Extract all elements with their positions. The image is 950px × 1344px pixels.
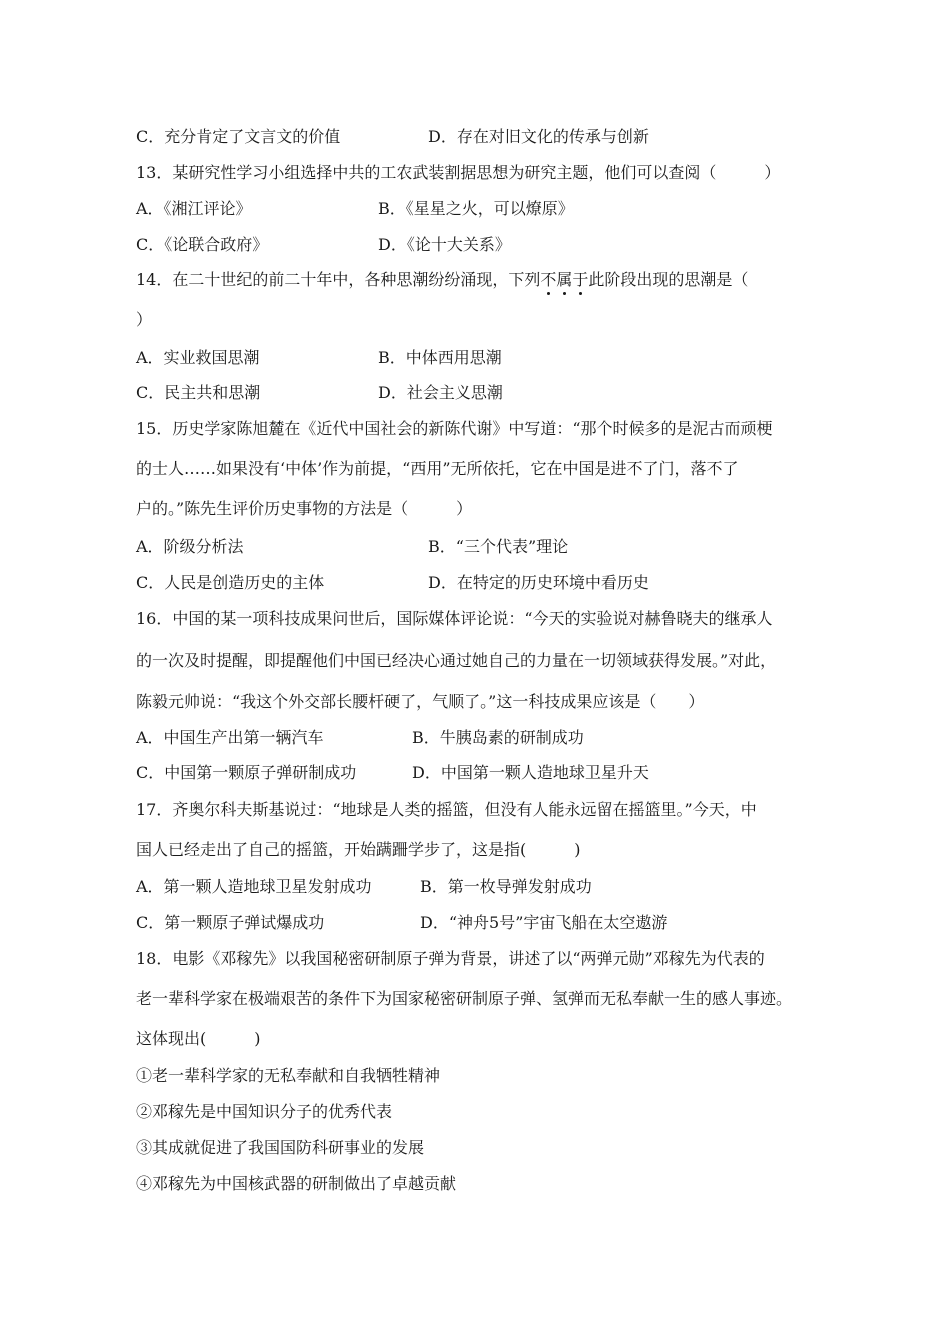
q12-option-d: D．存在对旧文化的传承与创新 — [428, 127, 649, 146]
q14-emphasis-char: 于 — [572, 270, 589, 289]
q16-option-c: C．中国第一颗原子弹研制成功 — [136, 763, 357, 782]
q17-line1: 17．齐奥尔科夫斯基说过：“地球是人类的摇篮，但没有人能永远留在摇篮里。”今天，中 — [136, 800, 757, 819]
q17-option-c: C．第一颗原子弹试爆成功 — [136, 913, 325, 932]
q17-option-b: B．第一枚导弹发射成功 — [420, 877, 592, 896]
q18-statement-3: ③其成就促进了我国国防科研事业的发展 — [136, 1138, 425, 1157]
q18-statement-2: ②邓稼先是中国知识分子的优秀代表 — [136, 1102, 393, 1121]
q16-line3: 陈毅元帅说：“我这个外交部长腰杆硬了，气顺了。”这一科技成果应该是（ ） — [136, 692, 705, 711]
q14-option-a: A．实业救国思潮 — [136, 348, 260, 367]
q14-emphasis-char: 不 — [540, 270, 557, 289]
q17-line2: 国人已经走出了自己的摇篮，开始蹒跚学步了，这是指( ) — [136, 840, 581, 859]
q13-option-c: C．《论联合政府》 — [136, 235, 269, 254]
q17-option-d: D．“神舟5号”宇宙飞船在太空遨游 — [420, 913, 668, 932]
q18-line3: 这体现出( ) — [136, 1029, 261, 1048]
q15-line3: 户的。”陈先生评价历史事物的方法是（ ） — [136, 499, 473, 518]
q15-line2: 的士人……如果没有‘中体’作为前提，“西用”无所依托，它在中国是进不了门，落不了 — [136, 459, 739, 478]
q13-option-d: D．《论十大关系》 — [378, 235, 511, 254]
q18-line1: 18．电影《邓稼先》以我国秘密研制原子弹为背景，讲述了以“两弹元勋”邓稼先为代表的 — [136, 949, 765, 968]
q15-option-d: D．在特定的历史环境中看历史 — [428, 573, 649, 592]
q15-line1: 15．历史学家陈旭麓在《近代中国社会的新陈代谢》中写道：“那个时候多的是泥古而顽梗 — [136, 419, 773, 438]
q16-option-a: A．中国生产出第一辆汽车 — [136, 728, 324, 747]
q14-stem-after: 此阶段出现的思潮是（ — [588, 270, 749, 289]
q13-option-a: A．《湘江评论》 — [136, 199, 252, 218]
q14-stem-line2: ） — [136, 310, 153, 329]
q13-stem: 13．某研究性学习小组选择中共的工农武装割据思想为研究主题，他们可以查阅（ ） — [136, 163, 781, 182]
q13-option-b: B．《星星之火，可以燎原》 — [378, 199, 574, 218]
q14-option-d: D．社会主义思潮 — [378, 383, 503, 402]
q14-stem-before: 14．在二十世纪的前二十年中，各种思潮纷纷涌现，下列 — [136, 270, 541, 289]
q16-option-b: B．牛胰岛素的研制成功 — [412, 728, 584, 747]
q16-line1: 16．中国的某一项科技成果问世后，国际媒体评论说：“今天的实验说对赫鲁晓夫的继承人 — [136, 609, 773, 628]
q14-stem — [136, 270, 748, 290]
q15-option-c: C．人民是创造历史的主体 — [136, 573, 325, 592]
q18-statement-1: ①老一辈科学家的无私奉献和自我牺牲精神 — [136, 1066, 441, 1085]
q16-option-d: D．中国第一颗人造地球卫星升天 — [412, 763, 649, 782]
q18-line2: 老一辈科学家在极端艰苦的条件下为国家秘密研制原子弹、氢弹而无私奉献一生的感人事迹。 — [136, 989, 793, 1008]
q16-line2: 的一次及时提醒，即提醒他们中国已经决心通过她自己的力量在一切领域获得发展。”对此， — [136, 651, 777, 670]
q14-emphasis-char: 属 — [556, 270, 573, 289]
q12-option-c: C．充分肯定了文言文的价值 — [136, 127, 341, 146]
q15-option-a: A．阶级分析法 — [136, 537, 244, 556]
q14-option-c: C．民主共和思潮 — [136, 383, 261, 402]
q17-option-a: A．第一颗人造地球卫星发射成功 — [136, 877, 372, 896]
q18-statement-4: ④邓稼先为中国核武器的研制做出了卓越贡献 — [136, 1174, 457, 1193]
q15-option-b: B．“三个代表”理论 — [428, 537, 569, 556]
q14-option-b: B．中体西用思潮 — [378, 348, 502, 367]
